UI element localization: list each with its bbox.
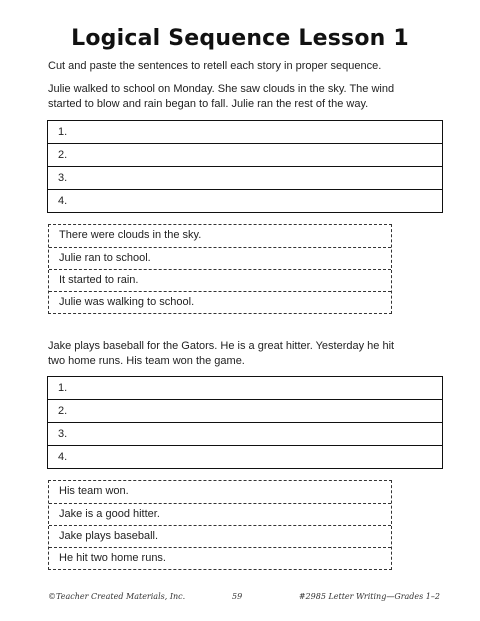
cut-out-sentence[interactable]: Jake is a good hitter. bbox=[49, 503, 391, 525]
story-2-text bbox=[48, 339, 448, 369]
story-2-line-1: Jake plays baseball for the Gators. He is a great hitter. Yesterday he hit bbox=[48, 340, 395, 352]
answer-slot[interactable]: 1. bbox=[48, 121, 443, 144]
cut-out-sentence[interactable]: Julie ran to school. bbox=[49, 247, 391, 269]
cut-out-sentence[interactable]: He hit two home runs. bbox=[49, 547, 391, 569]
story-1-answer-table bbox=[47, 120, 443, 213]
story-1-cut-out-sentences bbox=[48, 224, 392, 314]
story-1-line-1: Julie walked to school on Monday. She saw clouds in the sky. The wind bbox=[48, 83, 395, 95]
story-2-answer-table bbox=[47, 376, 443, 469]
story-1-text bbox=[48, 82, 448, 112]
cut-out-sentence[interactable]: It started to rain. bbox=[49, 269, 391, 291]
story-2-cut-out-sentences bbox=[48, 480, 392, 570]
answer-slot[interactable]: 3. bbox=[48, 423, 443, 446]
instructions: Cut and paste the sentences to retell each story in proper sequence. bbox=[48, 60, 382, 72]
cut-out-sentence[interactable]: There were clouds in the sky. bbox=[59, 229, 202, 241]
answer-slot[interactable]: 4. bbox=[48, 190, 443, 213]
answer-slot[interactable]: 4. bbox=[48, 446, 443, 469]
answer-slot[interactable]: 2. bbox=[48, 400, 443, 423]
footer-copyright: ©Teacher Created Materials, Inc. bbox=[48, 592, 186, 601]
cut-out-sentence[interactable]: Jake plays baseball. bbox=[49, 525, 391, 547]
answer-slot[interactable]: 1. bbox=[48, 377, 443, 400]
answer-slot[interactable]: 2. bbox=[48, 144, 443, 167]
answer-slot[interactable]: 3. bbox=[48, 167, 443, 190]
footer-book-title: #2985 Letter Writing—Grades 1–2 bbox=[298, 592, 440, 601]
cut-out-sentence[interactable]: Julie was walking to school. bbox=[49, 291, 391, 313]
cut-out-sentence[interactable]: His team won. bbox=[59, 485, 129, 497]
page-title: Logical Sequence Lesson 1 bbox=[71, 26, 409, 51]
story-2-line-2: two home runs. His team won the game. bbox=[48, 355, 245, 367]
footer-page-number: 59 bbox=[232, 592, 243, 601]
story-1-line-2: started to blow and rain began to fall. Julie ran the rest of the way. bbox=[48, 98, 369, 110]
